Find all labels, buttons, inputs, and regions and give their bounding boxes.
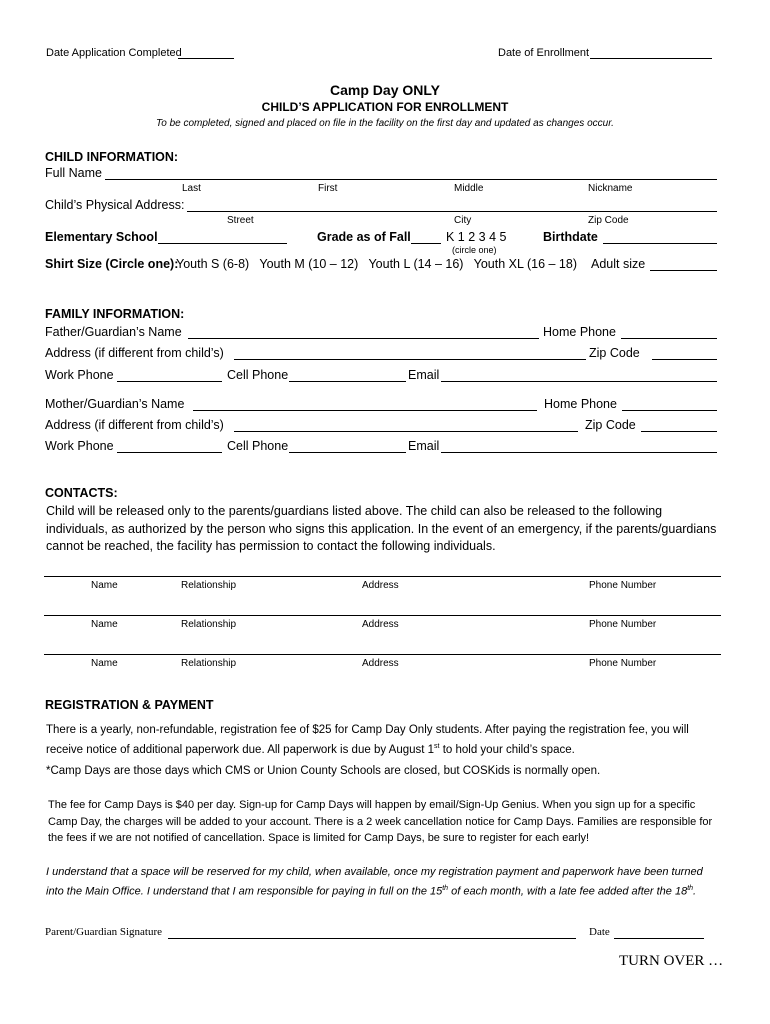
contact-3-address: Address bbox=[362, 658, 399, 669]
mother-home-phone-label: Home Phone bbox=[544, 397, 617, 411]
contact-line-2[interactable] bbox=[44, 615, 721, 616]
registration-heading: REGISTRATION & PAYMENT bbox=[45, 698, 214, 712]
mother-home-phone-line[interactable] bbox=[622, 410, 717, 411]
birthdate-line[interactable] bbox=[603, 243, 717, 244]
grade-options[interactable]: K 1 2 3 4 5 bbox=[446, 230, 507, 244]
birthdate-label: Birthdate bbox=[543, 230, 598, 244]
address-part-city: City bbox=[454, 215, 472, 226]
date-enrollment-label: Date of Enrollment bbox=[498, 47, 590, 59]
father-cell-phone-line[interactable] bbox=[289, 381, 406, 382]
grade-label: Grade as of Fall bbox=[317, 230, 411, 244]
father-address-line[interactable] bbox=[234, 359, 586, 360]
mother-zip-line[interactable] bbox=[641, 431, 717, 432]
father-zip-line[interactable] bbox=[652, 359, 717, 360]
mother-email-label: Email bbox=[408, 439, 440, 453]
contact-3-relationship: Relationship bbox=[181, 658, 237, 669]
signature-date-label: Date bbox=[589, 926, 610, 938]
mother-email-line[interactable] bbox=[441, 452, 717, 453]
contact-1-name: Name bbox=[91, 580, 118, 591]
signature-line[interactable] bbox=[168, 938, 576, 939]
page-title: Camp Day ONLY bbox=[330, 82, 440, 98]
school-line[interactable] bbox=[158, 243, 287, 244]
date-enrollment-line[interactable] bbox=[590, 58, 712, 59]
signature-label: Parent/Guardian Signature bbox=[45, 926, 162, 938]
shirt-size-label: Shirt Size (Circle one): bbox=[45, 257, 179, 271]
page-subtitle: CHILD’S APPLICATION FOR ENROLLMENT bbox=[261, 100, 509, 114]
contact-line-3[interactable] bbox=[44, 654, 721, 655]
contacts-body: Child will be released only to the parents/guardians listed above. The child can also be released to the following individuals, as authorized by the person who signs this application. In the event of an emergency, if the parents/guardians cannot be reached, the facility has permission to contact the following individuals. bbox=[46, 504, 717, 553]
address-line[interactable] bbox=[187, 211, 717, 212]
instructions: To be completed, signed and placed on file in the facility on the first day and updated as changes occur. bbox=[156, 118, 614, 129]
address-part-street: Street bbox=[227, 215, 254, 226]
name-part-nickname: Nickname bbox=[588, 183, 633, 194]
mother-cell-phone-line[interactable] bbox=[289, 452, 406, 453]
mother-work-phone-line[interactable] bbox=[117, 452, 222, 453]
father-email-line[interactable] bbox=[441, 381, 717, 382]
contact-1-address: Address bbox=[362, 580, 399, 591]
contact-line-1[interactable] bbox=[44, 576, 721, 577]
father-zip-label: Zip Code bbox=[589, 346, 640, 360]
turn-over-note: TURN OVER … bbox=[619, 953, 724, 969]
date-completed-line[interactable] bbox=[178, 58, 234, 59]
father-email-label: Email bbox=[408, 368, 440, 382]
shirt-size-options[interactable]: Youth S (6-8) Youth M (10 – 12) Youth L (14 – 16) Youth XL (16 – 18) bbox=[176, 257, 577, 271]
contact-3-name: Name bbox=[91, 658, 118, 669]
father-address-label: Address (if different from child’s) bbox=[45, 346, 224, 360]
signature-date-line[interactable] bbox=[614, 938, 704, 939]
camp-days-fee-text: The fee for Camp Days is $40 per day. Sign-up for Camp Days will happen by email/Sign-Up Genius. When you sign up for a specific Camp Day, the charges will be added to your account. There is a 2 week cancellation notice for Camp Days. Families are responsible for the fees if we are not notified of cancellation. Space is limited for Camp Days, be sure to register for each early! bbox=[48, 799, 713, 844]
address-label: Child’s Physical Address: bbox=[45, 198, 185, 212]
contact-2-relationship: Relationship bbox=[181, 619, 237, 630]
father-home-phone-line[interactable] bbox=[621, 338, 717, 339]
mother-name-line[interactable] bbox=[193, 410, 537, 411]
full-name-label: Full Name bbox=[45, 166, 102, 180]
father-home-phone-label: Home Phone bbox=[543, 325, 616, 339]
mother-zip-label: Zip Code bbox=[585, 418, 636, 432]
child-info-heading: CHILD INFORMATION: bbox=[45, 150, 179, 164]
contacts-heading: CONTACTS: bbox=[45, 486, 118, 500]
circle-one-note: (circle one) bbox=[452, 245, 497, 255]
adult-size-line[interactable] bbox=[650, 270, 717, 271]
contact-1-relationship: Relationship bbox=[181, 580, 237, 591]
name-part-last: Last bbox=[182, 183, 201, 194]
name-part-first: First bbox=[318, 183, 338, 194]
date-completed-label: Date Application Completed bbox=[46, 47, 182, 59]
father-work-phone-line[interactable] bbox=[117, 381, 222, 382]
name-part-middle: Middle bbox=[454, 183, 484, 194]
school-label: Elementary School bbox=[45, 230, 158, 244]
mother-address-line[interactable] bbox=[234, 431, 578, 432]
contact-2-address: Address bbox=[362, 619, 399, 630]
adult-size-label: Adult size bbox=[591, 257, 646, 271]
contact-2-phone: Phone Number bbox=[589, 619, 657, 630]
mother-address-label: Address (if different from child’s) bbox=[45, 418, 224, 432]
contact-3-phone: Phone Number bbox=[589, 658, 657, 669]
address-part-zip: Zip Code bbox=[588, 215, 629, 226]
father-name-label: Father/Guardian’s Name bbox=[45, 325, 182, 339]
camp-days-note: *Camp Days are those days which CMS or Union County Schools are closed, but COSKids is normally open. bbox=[46, 765, 601, 777]
father-work-phone-label: Work Phone bbox=[45, 368, 114, 382]
father-cell-phone-label: Cell Phone bbox=[227, 368, 289, 382]
grade-line[interactable] bbox=[411, 243, 441, 244]
father-name-line[interactable] bbox=[188, 338, 539, 339]
contact-2-name: Name bbox=[91, 619, 118, 630]
registration-fee-text: There is a yearly, non-refundable, registration fee of $25 for Camp Day Only students. After paying the registration fee, you will receive notice of additional paperwork due. All paperwork is due by August 1st to hold your child’s space. bbox=[46, 724, 689, 756]
full-name-line[interactable] bbox=[105, 179, 717, 180]
contact-1-phone: Phone Number bbox=[589, 580, 657, 591]
understanding-statement: I understand that a space will be reserved for my child, when available, once my registration payment and paperwork have been turned into the Main Office. I understand that I am responsible for paying in full on the 15th of each month, with a late fee added after the 18th. bbox=[46, 866, 703, 898]
family-info-heading: FAMILY INFORMATION: bbox=[45, 307, 185, 321]
mother-cell-phone-label: Cell Phone bbox=[227, 439, 289, 453]
mother-work-phone-label: Work Phone bbox=[45, 439, 114, 453]
mother-name-label: Mother/Guardian’s Name bbox=[45, 397, 185, 411]
